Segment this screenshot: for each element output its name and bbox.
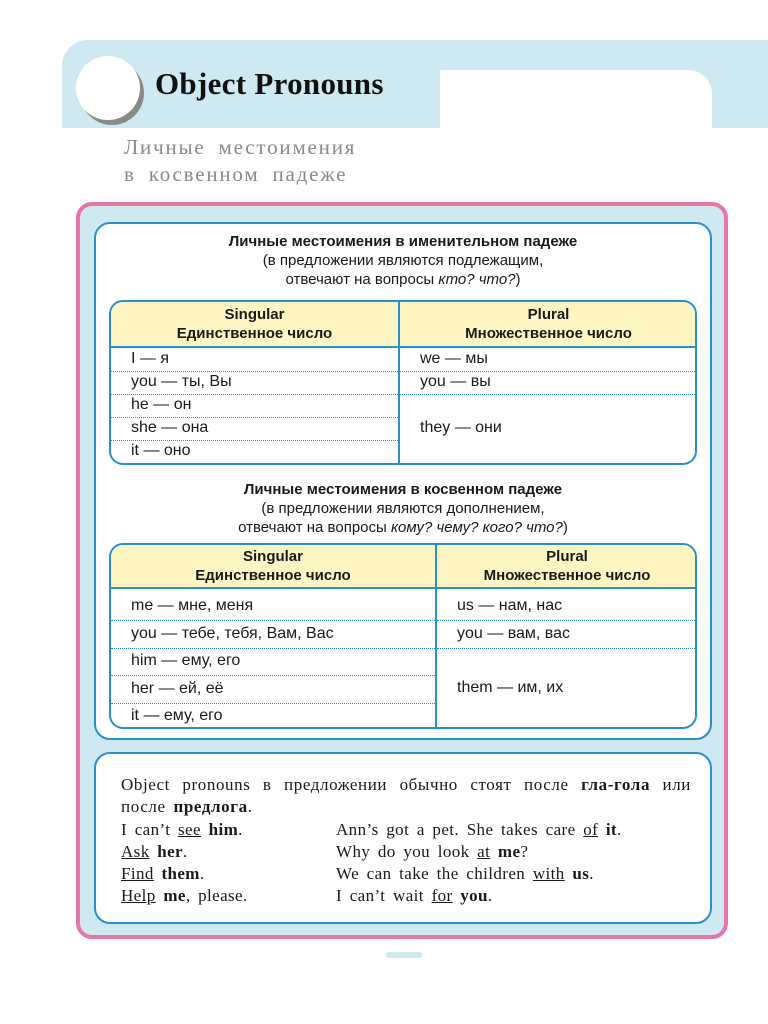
rule-text-part: . — [247, 797, 253, 816]
subtitle-line-1: Личные местоимения — [124, 135, 357, 159]
rule-text — [121, 774, 691, 818]
row-divider — [111, 440, 398, 441]
objective-header-plural — [437, 547, 697, 585]
example-left: Ask her. — [121, 842, 188, 861]
nominative-note-2 — [94, 270, 712, 289]
nominative-table — [109, 300, 697, 465]
page-title: Object Pronouns — [155, 66, 384, 101]
example-pronoun: you — [460, 886, 488, 905]
objective-header-singular — [111, 547, 435, 585]
objective-singular-row: me — мне, меня — [131, 597, 254, 614]
nominative-singular-row: it — оно — [131, 442, 191, 459]
nominative-singular-row: he — он — [131, 396, 192, 413]
example-pronoun: her — [157, 842, 183, 861]
row-divider — [111, 648, 435, 649]
row-divider — [111, 394, 398, 395]
objective-table — [109, 543, 697, 729]
example-right: Ann’s got a pet. She takes care of it. — [336, 820, 622, 839]
objective-singular-row: you — тебе, тебя, Вам, Вас — [131, 625, 334, 642]
subtitle-line-2: в косвенном падеже — [124, 162, 348, 186]
lesson-number-circle — [76, 56, 140, 120]
rule-text-part: Object pronouns в предложении обычно стоят после — [121, 775, 582, 794]
example-pronoun: them — [161, 864, 200, 883]
nominative-plural-row: you — вы — [420, 373, 491, 390]
objective-note-suffix: ) — [562, 519, 568, 536]
objective-note-questions: кому? чему? кого? что? — [390, 519, 563, 536]
example-pronoun: me — [497, 842, 521, 861]
example-preposition: with — [532, 864, 565, 883]
nominative-note-prefix: отвечают на вопросы — [285, 271, 439, 288]
example-left: Help me, please. — [121, 886, 248, 905]
nominative-singular-ru: Единственное число — [176, 325, 333, 342]
example-right: We can take the children with us. — [336, 864, 594, 883]
example-verb: Ask — [121, 842, 150, 861]
bottom-tab — [386, 952, 422, 958]
nominative-singular-row: I — я — [131, 350, 169, 367]
nominative-plural-ru: Множественное число — [465, 325, 632, 342]
header-notch — [440, 70, 712, 130]
example-pronoun: him — [208, 820, 239, 839]
nominative-note-suffix: ) — [515, 271, 521, 288]
nominative-plural-row: they — они — [420, 419, 502, 436]
objective-singular-en: Singular — [242, 548, 303, 565]
objective-note-1: (в предложении являются дополнением, — [261, 500, 545, 517]
objective-singular-ru: Единственное число — [195, 567, 351, 584]
example-pronoun: it — [605, 820, 617, 839]
row-divider — [400, 371, 697, 372]
objective-plural-row: us — нам, нас — [457, 597, 563, 614]
example-left: I can’t see him. — [121, 820, 243, 839]
rule-text-part: или после — [121, 775, 691, 816]
row-divider — [111, 371, 398, 372]
example-preposition: of — [583, 820, 599, 839]
objective-heading: Личные местоимения в косвенном падеже — [243, 481, 563, 498]
objective-note-2 — [94, 518, 712, 537]
example-right: I can’t wait for you. — [336, 886, 493, 905]
nominative-note-questions: кто? что? — [438, 271, 516, 288]
nominative-header-plural — [400, 305, 697, 343]
row-divider — [437, 620, 697, 621]
nominative-plural-en: Plural — [527, 306, 570, 323]
page-subtitle — [124, 134, 356, 188]
rule-keyword-verb: гла-гола — [581, 775, 651, 794]
row-divider — [400, 394, 697, 395]
row-divider — [437, 648, 697, 649]
row-divider — [111, 417, 398, 418]
nominative-singular-row: you — ты, Вы — [131, 373, 232, 390]
example-verb: Help — [121, 886, 156, 905]
nominative-header-singular — [111, 305, 398, 343]
nominative-plural-row: we — мы — [420, 350, 488, 367]
objective-caption — [94, 480, 712, 537]
nominative-heading: Личные местоимения в именительном падеже — [228, 233, 578, 250]
example-verb: Find — [121, 864, 154, 883]
example-pronoun: me — [163, 886, 186, 905]
nominative-singular-en: Singular — [224, 306, 285, 323]
rule-keyword-preposition: предлога — [173, 797, 248, 816]
objective-plural-en: Plural — [546, 548, 588, 565]
row-divider — [111, 620, 435, 621]
objective-plural-ru: Множественное число — [483, 567, 651, 584]
example-pronoun: us — [572, 864, 590, 883]
objective-singular-row: him — ему, его — [131, 652, 241, 669]
objective-plural-row: you — вам, вас — [457, 625, 571, 642]
objective-singular-row: it — ему, его — [131, 707, 223, 724]
nominative-note-1: (в предложении являются подлежащим, — [262, 252, 544, 269]
objective-note-prefix: отвечают на вопросы — [238, 519, 391, 536]
nominative-singular-row: she — она — [131, 419, 209, 436]
example-right: Why do you look at me? — [336, 842, 529, 861]
row-divider — [111, 675, 435, 676]
example-verb: see — [178, 820, 201, 839]
row-divider — [111, 703, 435, 704]
example-preposition: at — [477, 842, 491, 861]
example-left: Find them. — [121, 864, 205, 883]
nominative-caption — [94, 232, 712, 289]
objective-singular-row: her — ей, её — [131, 680, 224, 697]
objective-plural-row: them — им, их — [457, 679, 564, 696]
example-preposition: for — [431, 886, 453, 905]
